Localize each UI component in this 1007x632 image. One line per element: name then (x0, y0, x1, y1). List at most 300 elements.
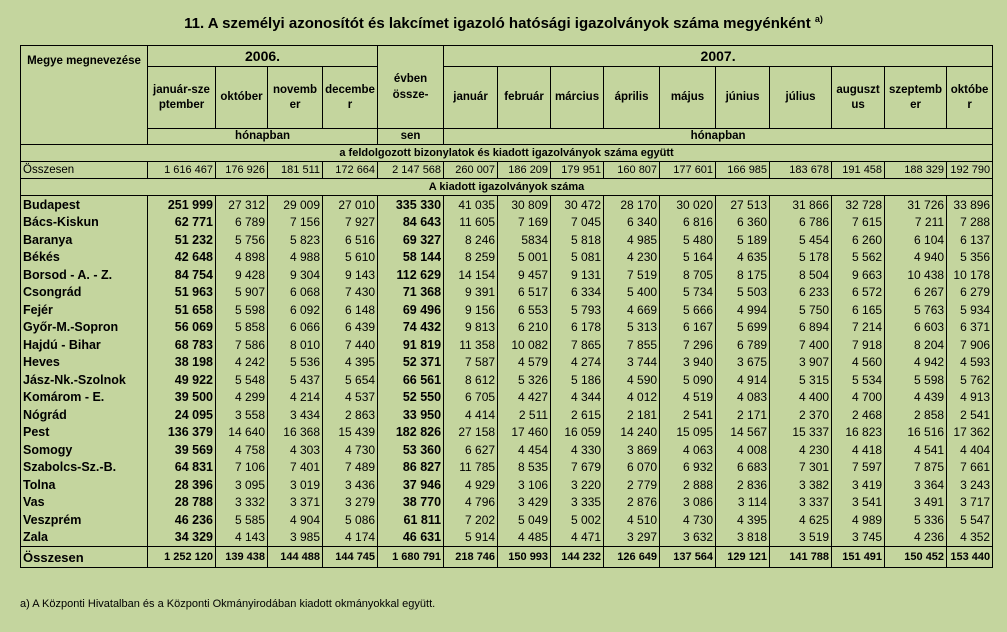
table-cell: 69 327 (378, 231, 444, 249)
month-header-2007: július (770, 67, 832, 129)
total-cell: 153 440 (947, 547, 993, 568)
table-cell: 5 793 (551, 301, 604, 319)
table-cell: 7 296 (660, 336, 716, 354)
summary-cell: 260 007 (444, 162, 498, 179)
table-cell: 3 114 (716, 494, 770, 512)
county-name: Tolna (21, 476, 148, 494)
table-cell: 9 428 (216, 266, 268, 284)
table-cell: 6 816 (660, 214, 716, 232)
county-name: Heves (21, 354, 148, 372)
table-cell: 3 558 (216, 406, 268, 424)
table-cell: 6 334 (551, 284, 604, 302)
total-cell: 129 121 (716, 547, 770, 568)
table-cell: 5 400 (604, 284, 660, 302)
summary-cell: 176 926 (216, 162, 268, 179)
table-cell: 4 471 (551, 529, 604, 547)
table-cell: 5 666 (660, 301, 716, 319)
annual-header: évben össze- (378, 46, 444, 129)
table-cell: 5 315 (770, 371, 832, 389)
table-cell: 6 210 (498, 319, 551, 337)
table-cell: 11 358 (444, 336, 498, 354)
table-cell: 38 198 (148, 354, 216, 372)
table-cell: 6 233 (770, 284, 832, 302)
month-header-2007: május (660, 67, 716, 129)
table-cell: 2 541 (947, 406, 993, 424)
title-footnote-marker: a) (814, 14, 823, 24)
table-cell: 5 547 (947, 511, 993, 529)
table-header (21, 46, 993, 145)
county-header: Megye megnevezése (21, 46, 148, 145)
table-cell: 27 513 (716, 196, 770, 214)
table-cell: 6 683 (716, 459, 770, 477)
table-cell: 33 896 (947, 196, 993, 214)
table-cell: 84 643 (378, 214, 444, 232)
table-cell: 84 754 (148, 266, 216, 284)
table-cell: 5 598 (216, 301, 268, 319)
county-name: Szabolcs-Sz.-B. (21, 459, 148, 477)
table-cell: 4 214 (268, 389, 323, 407)
table-cell: 3 907 (770, 354, 832, 372)
total-cell: 126 649 (604, 547, 660, 568)
table-cell: 7 400 (770, 336, 832, 354)
table-cell: 6 104 (885, 231, 947, 249)
county-name: Baranya (21, 231, 148, 249)
table-cell: 8 535 (498, 459, 551, 477)
table-cell: 4 143 (216, 529, 268, 547)
summary-label: Összesen (21, 162, 148, 179)
table-cell: 7 440 (323, 336, 378, 354)
table-cell: 4 236 (885, 529, 947, 547)
table-cell: 6 068 (268, 284, 323, 302)
table-cell: 136 379 (148, 424, 216, 442)
table-cell: 4 700 (832, 389, 885, 407)
monthly-label-2006: hónapban (148, 129, 378, 145)
table-cell: 4 914 (716, 371, 770, 389)
summary-cell: 186 209 (498, 162, 551, 179)
table-cell: 7 875 (885, 459, 947, 477)
total-cell: 1 680 791 (378, 547, 444, 568)
table-cell: 71 368 (378, 284, 444, 302)
table-cell: 15 337 (770, 424, 832, 442)
total-cell: 150 452 (885, 547, 947, 568)
table-cell: 7 587 (444, 354, 498, 372)
summary-cell: 177 601 (660, 162, 716, 179)
table-cell: 4 669 (604, 301, 660, 319)
table-row (21, 266, 993, 284)
table-cell: 4 988 (268, 249, 323, 267)
table-row (21, 476, 993, 494)
table-cell: 4 913 (947, 389, 993, 407)
total-cell: 144 488 (268, 547, 323, 568)
table-cell: 7 106 (216, 459, 268, 477)
table-cell: 2 888 (660, 476, 716, 494)
table-cell: 4 330 (551, 441, 604, 459)
table-cell: 7 927 (323, 214, 378, 232)
table-cell: 3 419 (832, 476, 885, 494)
table-cell: 4 012 (604, 389, 660, 407)
table-cell: 14 240 (604, 424, 660, 442)
banner-processed: a feldolgozott bizonylatok és kiadott igazolványok száma együtt (21, 145, 993, 162)
county-name: Komárom - E. (21, 389, 148, 407)
table-cell: 3 371 (268, 494, 323, 512)
table-cell: 3 632 (660, 529, 716, 547)
table-cell: 15 095 (660, 424, 716, 442)
table-cell: 28 788 (148, 494, 216, 512)
table-row (21, 214, 993, 232)
table-cell: 6 786 (770, 214, 832, 232)
table-cell: 4 590 (604, 371, 660, 389)
table-cell: 3 243 (947, 476, 993, 494)
total-row (21, 547, 993, 568)
table-cell: 8 010 (268, 336, 323, 354)
table-cell: 4 230 (604, 249, 660, 267)
table-cell: 37 946 (378, 476, 444, 494)
table-cell: 3 297 (604, 529, 660, 547)
table-cell: 4 303 (268, 441, 323, 459)
table-cell: 4 579 (498, 354, 551, 372)
table-cell: 91 819 (378, 336, 444, 354)
table-cell: 251 999 (148, 196, 216, 214)
table-cell: 5 548 (216, 371, 268, 389)
table-cell: 5 454 (770, 231, 832, 249)
table-cell: 7 679 (551, 459, 604, 477)
table-cell: 182 826 (378, 424, 444, 442)
total-cell: 137 564 (660, 547, 716, 568)
table-cell: 39 569 (148, 441, 216, 459)
table-cell: 6 627 (444, 441, 498, 459)
table-cell: 9 663 (832, 266, 885, 284)
year-2007-header: 2007. (444, 46, 993, 67)
table-row (21, 371, 993, 389)
table-cell: 15 439 (323, 424, 378, 442)
table-cell: 5 762 (947, 371, 993, 389)
month-header-2006: december (323, 67, 378, 129)
table-cell: 5 699 (716, 319, 770, 337)
table-cell: 2 876 (604, 494, 660, 512)
table-cell: 2 836 (716, 476, 770, 494)
table-cell: 4 400 (770, 389, 832, 407)
table-row (21, 336, 993, 354)
table-cell: 4 537 (323, 389, 378, 407)
table-cell: 3 220 (551, 476, 604, 494)
county-name: Fejér (21, 301, 148, 319)
table-cell: 3 519 (770, 529, 832, 547)
table-cell: 3 364 (885, 476, 947, 494)
table-cell: 9 391 (444, 284, 498, 302)
table-cell: 30 472 (551, 196, 604, 214)
table-cell: 64 831 (148, 459, 216, 477)
month-header-2006: november (268, 67, 323, 129)
table-cell: 6 603 (885, 319, 947, 337)
summary-cell: 183 678 (770, 162, 832, 179)
table-cell: 3 745 (832, 529, 885, 547)
county-name: Pest (21, 424, 148, 442)
table-cell: 5 763 (885, 301, 947, 319)
data-table (20, 45, 993, 568)
table-cell: 6 267 (885, 284, 947, 302)
table-cell: 5 081 (551, 249, 604, 267)
table-cell: 4 541 (885, 441, 947, 459)
table-cell: 17 460 (498, 424, 551, 442)
month-header-2007: február (498, 67, 551, 129)
total-label: Összesen (21, 547, 148, 568)
summary-cell: 1 616 467 (148, 162, 216, 179)
table-cell: 7 169 (498, 214, 551, 232)
table-cell: 4 299 (216, 389, 268, 407)
table-cell: 9 813 (444, 319, 498, 337)
table-cell: 3 940 (660, 354, 716, 372)
table-cell: 6 371 (947, 319, 993, 337)
table-cell: 2 181 (604, 406, 660, 424)
table-row (21, 441, 993, 459)
table-cell: 51 963 (148, 284, 216, 302)
table-cell: 5 186 (551, 371, 604, 389)
table-cell: 2 863 (323, 406, 378, 424)
total-cell: 150 993 (498, 547, 551, 568)
table-cell: 4 593 (947, 354, 993, 372)
table-cell: 5 313 (604, 319, 660, 337)
annual-suffix: sen (378, 129, 444, 145)
table-cell: 5 001 (498, 249, 551, 267)
table-cell: 6 260 (832, 231, 885, 249)
table-cell: 27 158 (444, 424, 498, 442)
county-name: Bács-Kiskun (21, 214, 148, 232)
table-cell: 61 811 (378, 511, 444, 529)
table-cell: 6 279 (947, 284, 993, 302)
banner-issued: A kiadott igazolványok száma (21, 179, 993, 196)
table-cell: 52 550 (378, 389, 444, 407)
table-cell: 3 086 (660, 494, 716, 512)
table-cell: 7 401 (268, 459, 323, 477)
table-cell: 16 368 (268, 424, 323, 442)
total-cell: 139 438 (216, 547, 268, 568)
table-cell: 74 432 (378, 319, 444, 337)
month-header-2007: június (716, 67, 770, 129)
table-cell: 46 631 (378, 529, 444, 547)
table-cell: 4 242 (216, 354, 268, 372)
county-name: Veszprém (21, 511, 148, 529)
table-cell: 3 429 (498, 494, 551, 512)
table-cell: 7 519 (604, 266, 660, 284)
table-cell: 7 202 (444, 511, 498, 529)
total-cell: 144 745 (323, 547, 378, 568)
table-cell: 8 705 (660, 266, 716, 284)
table-cell: 4 174 (323, 529, 378, 547)
table-cell: 28 396 (148, 476, 216, 494)
summary-cell: 181 511 (268, 162, 323, 179)
table-cell: 27 312 (216, 196, 268, 214)
table-cell: 56 069 (148, 319, 216, 337)
table-cell: 8 259 (444, 249, 498, 267)
county-name: Csongrád (21, 284, 148, 302)
table-cell: 9 457 (498, 266, 551, 284)
table-cell: 6 178 (551, 319, 604, 337)
table-cell: 6 932 (660, 459, 716, 477)
summary-row (21, 162, 993, 179)
table-cell: 7 489 (323, 459, 378, 477)
table-title (0, 14, 1007, 32)
table-cell: 5 598 (885, 371, 947, 389)
table-cell: 5 534 (832, 371, 885, 389)
table-cell: 5 326 (498, 371, 551, 389)
table-cell: 5 750 (770, 301, 832, 319)
table-cell: 4 230 (770, 441, 832, 459)
table-row (21, 494, 993, 512)
table-cell: 8 504 (770, 266, 832, 284)
table-cell: 7 918 (832, 336, 885, 354)
table-cell: 5 049 (498, 511, 551, 529)
table-cell: 4 898 (216, 249, 268, 267)
county-name: Békés (21, 249, 148, 267)
table-cell: 4 083 (716, 389, 770, 407)
table-cell: 3 019 (268, 476, 323, 494)
table-cell: 5 503 (716, 284, 770, 302)
table-cell: 69 496 (378, 301, 444, 319)
table-cell: 58 144 (378, 249, 444, 267)
table-cell: 5 858 (216, 319, 268, 337)
table-cell: 6 553 (498, 301, 551, 319)
table-cell: 4 008 (716, 441, 770, 459)
table-cell: 51 658 (148, 301, 216, 319)
table-cell: 2 511 (498, 406, 551, 424)
table-row (21, 459, 993, 477)
table-cell: 335 330 (378, 196, 444, 214)
table-cell: 5 823 (268, 231, 323, 249)
table-cell: 5 437 (268, 371, 323, 389)
table-cell: 28 170 (604, 196, 660, 214)
table-cell: 4 625 (770, 511, 832, 529)
table-cell: 3 818 (716, 529, 770, 547)
table-cell: 3 541 (832, 494, 885, 512)
table-cell: 41 035 (444, 196, 498, 214)
table-cell: 4 404 (947, 441, 993, 459)
table-cell: 4 560 (832, 354, 885, 372)
table-cell: 17 362 (947, 424, 993, 442)
summary-cell: 172 664 (323, 162, 378, 179)
table-cell: 7 615 (832, 214, 885, 232)
table-cell: 6 572 (832, 284, 885, 302)
table-row (21, 424, 993, 442)
table-cell: 5 336 (885, 511, 947, 529)
table-cell: 3 337 (770, 494, 832, 512)
table-cell: 4 730 (323, 441, 378, 459)
table-cell: 6 517 (498, 284, 551, 302)
table-cell: 16 059 (551, 424, 604, 442)
table-row (21, 319, 993, 337)
title-text: 11. A személyi azonosítót és lakcímet igazoló hatósági igazolványok száma megyénként (184, 15, 811, 32)
table-cell: 6 070 (604, 459, 660, 477)
total-section (21, 547, 993, 568)
table-cell: 4 418 (832, 441, 885, 459)
table-cell: 24 095 (148, 406, 216, 424)
table-cell: 16 823 (832, 424, 885, 442)
table-cell: 14 567 (716, 424, 770, 442)
table-cell: 5834 (498, 231, 551, 249)
total-cell: 218 746 (444, 547, 498, 568)
table-cell: 3 436 (323, 476, 378, 494)
table-cell: 9 156 (444, 301, 498, 319)
table-cell: 10 178 (947, 266, 993, 284)
table-cell: 52 371 (378, 354, 444, 372)
county-name: Jász-Nk.-Szolnok (21, 371, 148, 389)
table-cell: 2 615 (551, 406, 604, 424)
table-cell: 6 340 (604, 214, 660, 232)
summary-section (21, 145, 993, 196)
table-cell: 4 796 (444, 494, 498, 512)
table-cell: 3 095 (216, 476, 268, 494)
table-cell: 2 171 (716, 406, 770, 424)
table-cell: 7 288 (947, 214, 993, 232)
month-header-2006: október (216, 67, 268, 129)
table-cell: 3 985 (268, 529, 323, 547)
county-name: Győr-M.-Sopron (21, 319, 148, 337)
table-cell: 4 414 (444, 406, 498, 424)
table-cell: 3 434 (268, 406, 323, 424)
table-cell: 6 789 (716, 336, 770, 354)
table-cell: 14 640 (216, 424, 268, 442)
table-cell: 29 009 (268, 196, 323, 214)
table-cell: 4 454 (498, 441, 551, 459)
table-cell: 6 360 (716, 214, 770, 232)
table-cell: 7 211 (885, 214, 947, 232)
table-cell: 4 994 (716, 301, 770, 319)
table-cell: 5 189 (716, 231, 770, 249)
table-row (21, 284, 993, 302)
table-cell: 39 500 (148, 389, 216, 407)
table-cell: 9 143 (323, 266, 378, 284)
table-cell: 2 779 (604, 476, 660, 494)
table-cell: 3 869 (604, 441, 660, 459)
month-header-2007: április (604, 67, 660, 129)
table-cell: 6 165 (832, 301, 885, 319)
table-cell: 3 717 (947, 494, 993, 512)
summary-cell: 188 329 (885, 162, 947, 179)
table-cell: 5 818 (551, 231, 604, 249)
table-cell: 4 352 (947, 529, 993, 547)
table-cell: 11 605 (444, 214, 498, 232)
table-cell: 30 809 (498, 196, 551, 214)
table-cell: 2 370 (770, 406, 832, 424)
table-cell: 27 010 (323, 196, 378, 214)
table-cell: 6 439 (323, 319, 378, 337)
table-cell: 30 020 (660, 196, 716, 214)
total-cell: 144 232 (551, 547, 604, 568)
table-cell: 10 082 (498, 336, 551, 354)
table-cell: 4 519 (660, 389, 716, 407)
county-name: Budapest (21, 196, 148, 214)
table-cell: 5 536 (268, 354, 323, 372)
table-cell: 8 246 (444, 231, 498, 249)
summary-cell: 192 790 (947, 162, 993, 179)
table-cell: 4 758 (216, 441, 268, 459)
table-cell: 7 301 (770, 459, 832, 477)
county-name: Zala (21, 529, 148, 547)
table-cell: 34 329 (148, 529, 216, 547)
table-cell: 14 154 (444, 266, 498, 284)
table-cell: 4 395 (716, 511, 770, 529)
table-row (21, 529, 993, 547)
summary-cell: 179 951 (551, 162, 604, 179)
summary-cell: 160 807 (604, 162, 660, 179)
table-cell: 6 789 (216, 214, 268, 232)
table-cell: 4 485 (498, 529, 551, 547)
table-cell: 5 907 (216, 284, 268, 302)
table-cell: 5 654 (323, 371, 378, 389)
table-cell: 66 561 (378, 371, 444, 389)
county-rows (21, 196, 993, 547)
table-cell: 7 430 (323, 284, 378, 302)
table-cell: 7 156 (268, 214, 323, 232)
